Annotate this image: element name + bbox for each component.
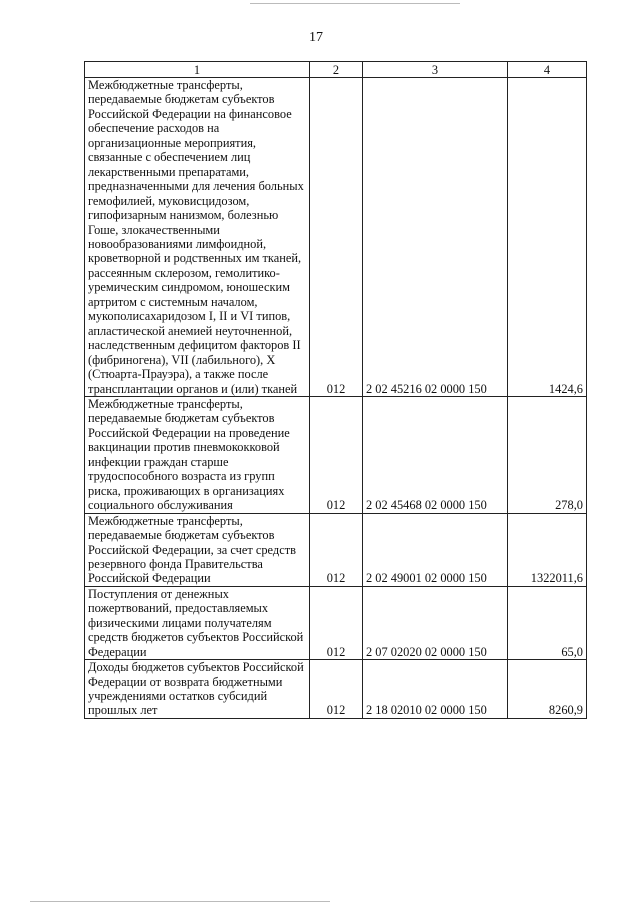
row-name-cell: Межбюджетные трансферты, передаваемые бюджетам субъектов Российской Федерации, за счет средств резервного фонда Правительства Российской Федерации xyxy=(85,513,310,586)
row-amount-cell: 278,0 xyxy=(508,396,587,513)
table-row xyxy=(85,586,587,659)
row-name-cell: Поступления от денежных пожертвований, предоставляемых физическими лицами получателям средств бюджетов субъектов Российской Федерации xyxy=(85,586,310,659)
row-admin-code-cell: 012 xyxy=(310,396,363,513)
row-admin-code-cell: 012 xyxy=(310,78,363,397)
table-row xyxy=(85,513,587,586)
table-row xyxy=(85,396,587,513)
row-admin-code-cell: 012 xyxy=(310,513,363,586)
row-amount-cell: 1322011,6 xyxy=(508,513,587,586)
column-header-2: 2 xyxy=(310,62,363,78)
table-row xyxy=(85,660,587,719)
column-header-3: 3 xyxy=(363,62,508,78)
row-income-code-cell: 2 02 45216 02 0000 150 xyxy=(363,78,508,397)
table-row xyxy=(85,78,587,397)
column-header-4: 4 xyxy=(508,62,587,78)
page-number: 17 xyxy=(309,30,323,45)
row-admin-code-cell: 012 xyxy=(310,660,363,719)
row-amount-cell: 65,0 xyxy=(508,586,587,659)
row-admin-code-cell: 012 xyxy=(310,586,363,659)
row-amount-cell: 8260,9 xyxy=(508,660,587,719)
row-name-cell: Межбюджетные трансферты, передаваемые бюджетам субъектов Российской Федерации на финансовое обеспечение расходов на организационные мероприятия, связанные с обеспечением лиц лекарственными препаратами, предназначенными для лечения больных гемофилией, муковисцидозом, гипофизарным нанизмом, болезнью Гоше, злокачественными новообразованиями лимфоидной, кроветворной и родственных им тканей, рассеянным склерозом, гемолитико-уремическим синдромом, юношеским артритом с системным началом, мукополисахаридозом I, II и VI типов, апластической анемией неуточненной, наследственным дефицитом факторов II (фибриногена), VII (лабильного), X (Стюарта-Прауэра), а также после трансплантации органов и (или) тканей xyxy=(85,78,310,397)
row-income-code-cell: 2 07 02020 02 0000 150 xyxy=(363,586,508,659)
row-name-cell: Доходы бюджетов субъектов Российской Федерации от возврата бюджетными учреждениями остатков субсидий прошлых лет xyxy=(85,660,310,719)
row-amount-cell: 1424,6 xyxy=(508,78,587,397)
column-header-1: 1 xyxy=(85,62,310,78)
scan-edge-mark-bottom xyxy=(30,901,330,902)
scan-edge-mark-top xyxy=(250,3,460,4)
row-income-code-cell: 2 18 02010 02 0000 150 xyxy=(363,660,508,719)
row-income-code-cell: 2 02 45468 02 0000 150 xyxy=(363,396,508,513)
revenue-table xyxy=(84,61,587,719)
table-header-row xyxy=(85,62,587,78)
row-name-cell: Межбюджетные трансферты, передаваемые бюджетам субъектов Российской Федерации на проведение вакцинации против пневмококковой инфекции граждан старше трудоспособного возраста из групп риска, проживающих в организациях социального обслуживания xyxy=(85,396,310,513)
row-income-code-cell: 2 02 49001 02 0000 150 xyxy=(363,513,508,586)
